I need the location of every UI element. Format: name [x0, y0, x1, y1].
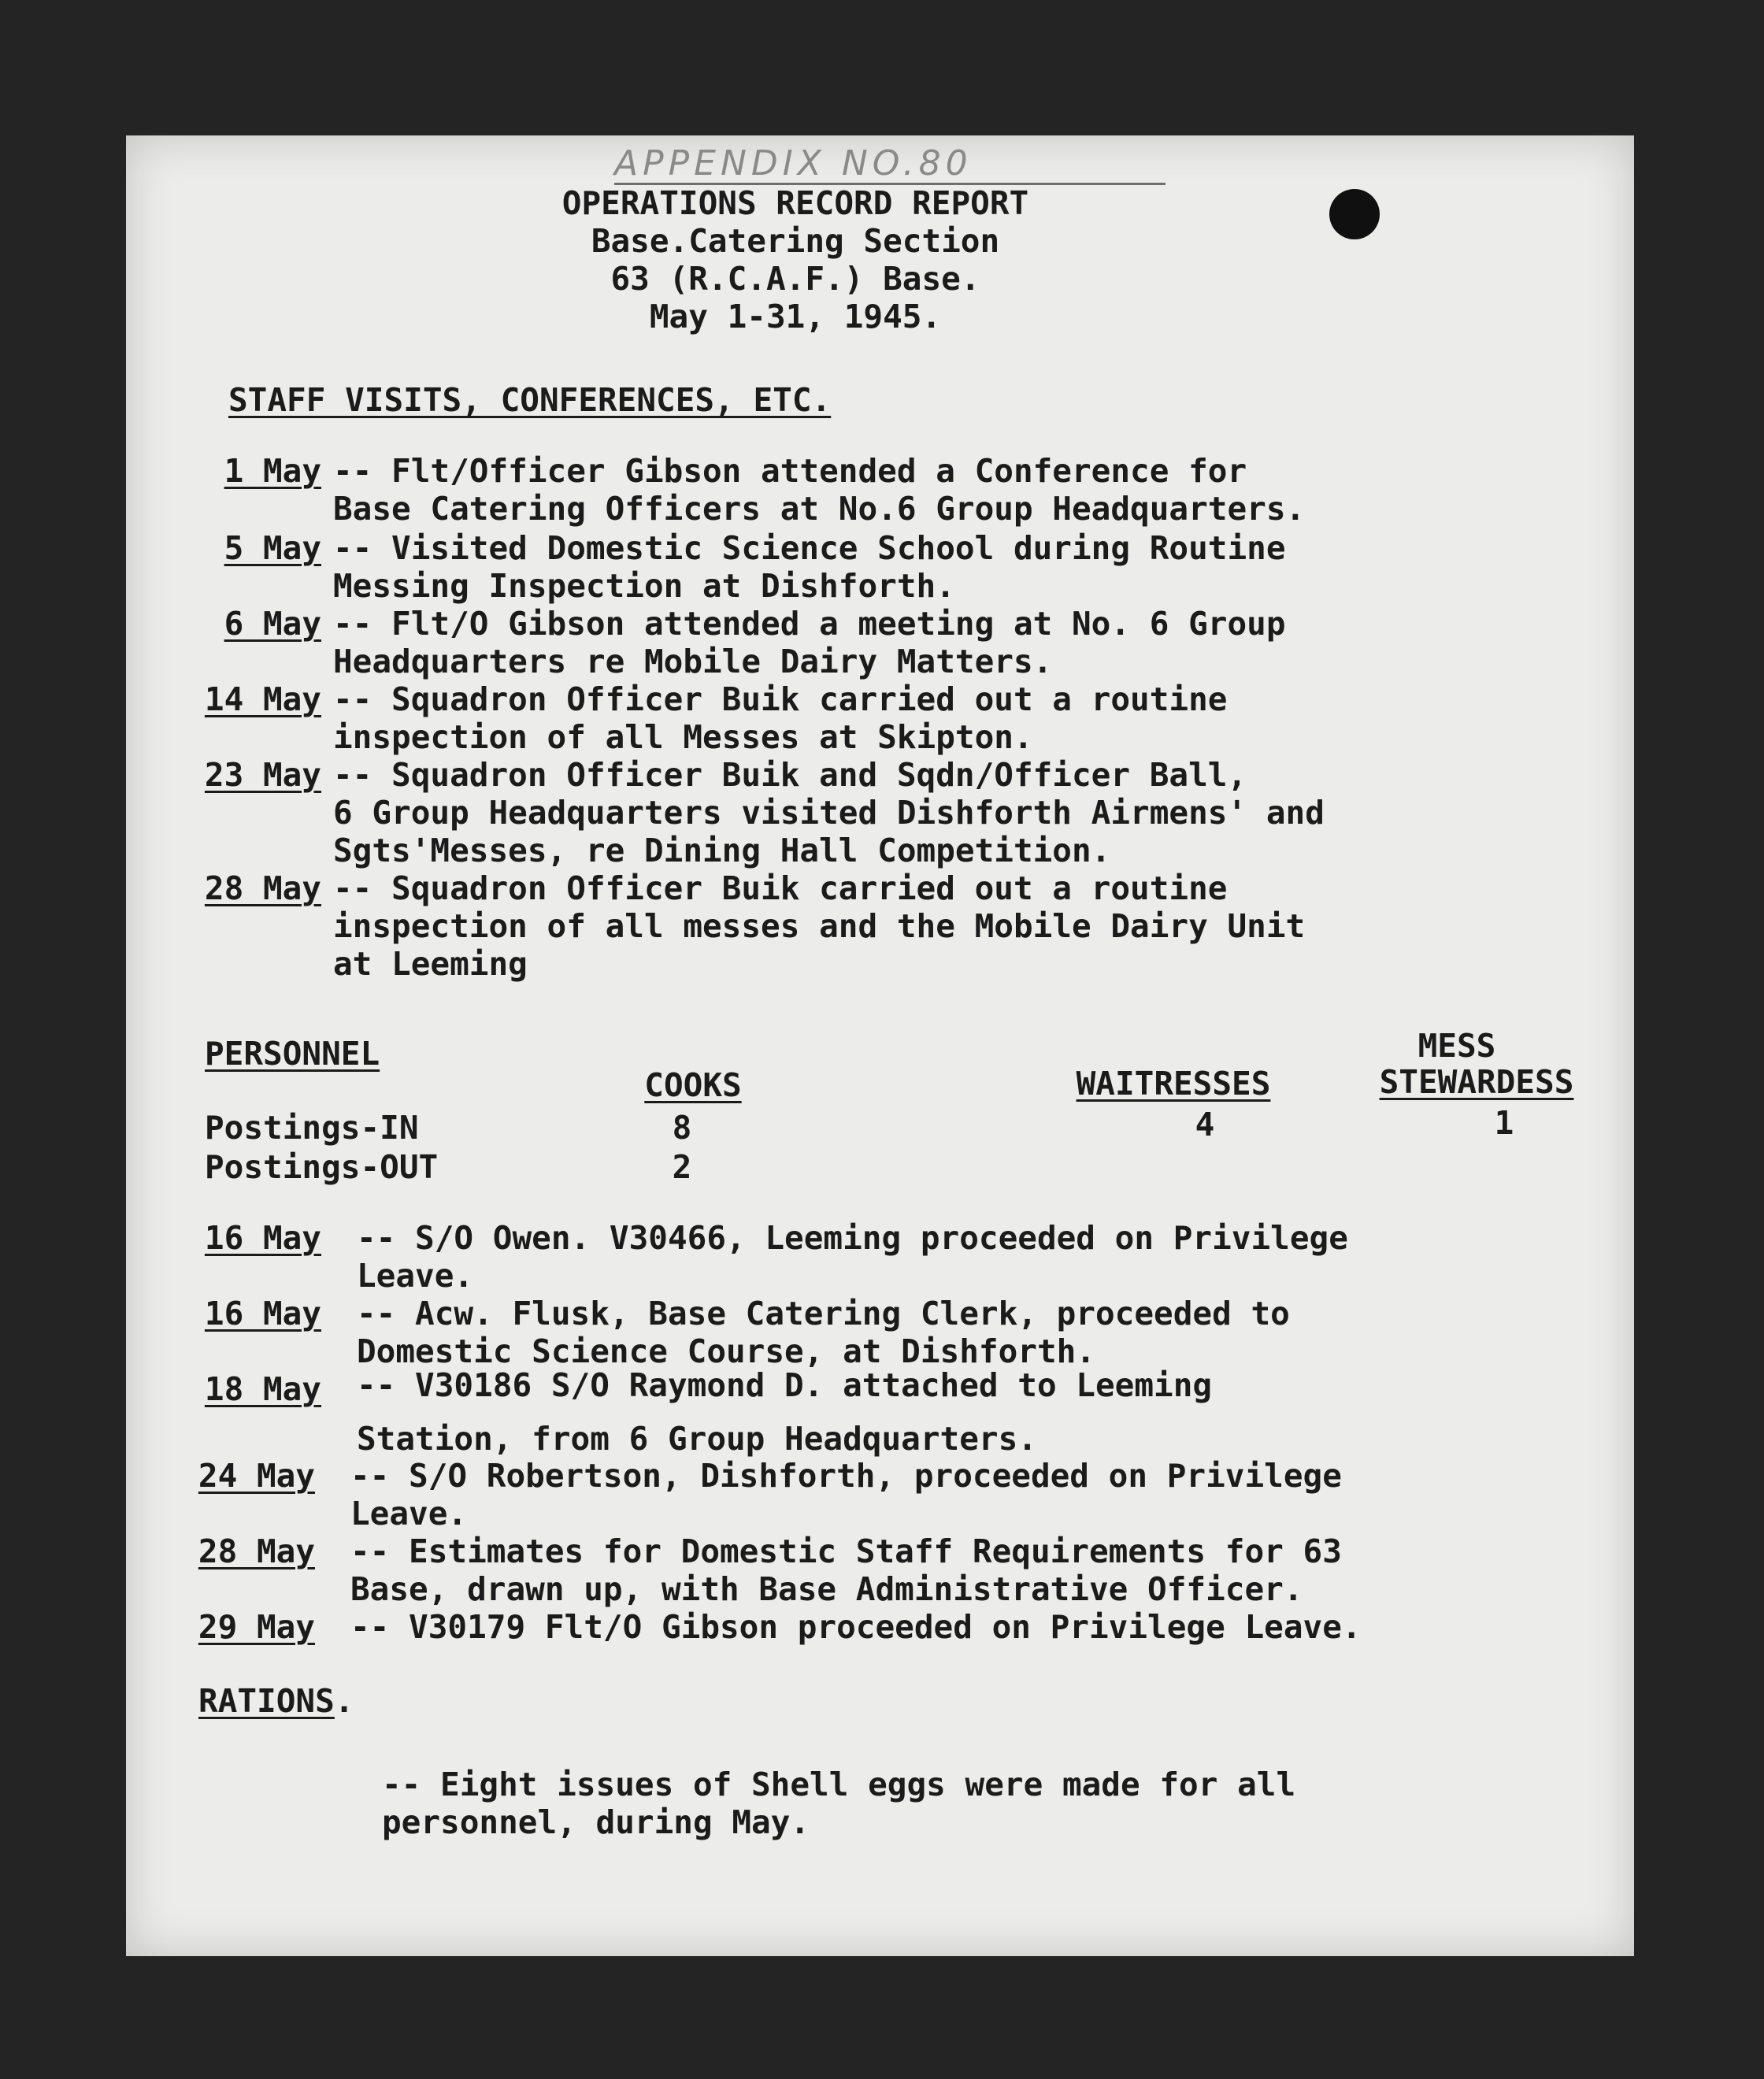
- entry-line: Base, drawn up, with Base Administrative Officer.: [350, 1570, 1303, 1608]
- entry-text: [333, 529, 1286, 605]
- rations-heading: RATIONS: [198, 1682, 335, 1720]
- postings-in-cooks: 8: [672, 1109, 692, 1147]
- entry-date: 14 May: [204, 680, 321, 718]
- rations-text: [382, 1766, 1295, 1841]
- personnel-heading: PERSONNEL: [205, 1035, 380, 1073]
- postings-out-label: Postings-OUT: [205, 1148, 439, 1186]
- entry-line: Headquarters re Mobile Dairy Matters.: [333, 643, 1053, 680]
- document-page: [126, 135, 1634, 1956]
- staff-visits-heading: STAFF VISITS, CONFERENCES, ETC.: [228, 381, 832, 419]
- stewardess-column-header: STEWARDESS: [1379, 1063, 1574, 1101]
- entry-text: [333, 869, 1305, 983]
- entry-date: 28 May: [204, 869, 321, 907]
- header-base: 63 (R.C.A.F.) Base.: [610, 260, 980, 298]
- entry-date: 6 May: [224, 605, 321, 643]
- postings-in-waitresses: 4: [1195, 1106, 1215, 1143]
- postings-in-stewardess: 1: [1494, 1104, 1514, 1142]
- postings-out-cooks: 2: [672, 1148, 692, 1186]
- entry-line: -- S/O Owen. V30466, Leeming proceeded on Privilege: [357, 1219, 1348, 1257]
- header-section: Base.Catering Section: [591, 222, 1000, 260]
- entry-line: -- Squadron Officer Buik and Sqdn/Officer Ball,: [333, 756, 1247, 794]
- entry-text: [333, 605, 1286, 680]
- entry-line: inspection of all messes and the Mobile Dairy Unit: [333, 907, 1306, 945]
- rations-heading-wrap: [198, 1682, 354, 1720]
- entry-line: Leave.: [357, 1257, 474, 1295]
- rations-heading-punct: .: [334, 1682, 354, 1720]
- entry-line: Domestic Science Course, at Dishforth.: [357, 1332, 1095, 1370]
- cooks-column-header: COOKS: [644, 1066, 742, 1104]
- entry-line: -- Squadron Officer Buik carried out a routine: [333, 869, 1228, 907]
- entry-line: -- Squadron Officer Buik carried out a routine: [333, 680, 1228, 718]
- mess-column-header: MESS: [1418, 1027, 1496, 1065]
- entry-text: [333, 680, 1227, 756]
- entry-line: Sgts'Messes, re Dining Hall Competition.: [333, 832, 1111, 869]
- document-body: [126, 135, 1634, 1956]
- entry-line: -- Visited Domestic Science School during Routine: [333, 529, 1286, 567]
- entry-line: 6 Group Headquarters visited Dishforth Airmens' and: [333, 794, 1325, 832]
- entry-date: 29 May: [198, 1608, 315, 1646]
- entry-date: 16 May: [204, 1295, 321, 1332]
- entry-line: -- V30179 Flt/O Gibson proceeded on Privilege Leave.: [350, 1608, 1362, 1646]
- entry-line: -- S/O Robertson, Dishforth, proceeded on Privilege: [350, 1457, 1342, 1495]
- entry-line: Station, from 6 Group Headquarters.: [357, 1420, 1037, 1458]
- entry-text: [333, 452, 1305, 528]
- waitresses-column-header: WAITRESSES: [1076, 1065, 1271, 1102]
- entry-line: Leave.: [350, 1495, 468, 1532]
- appendix-handwritten-note: APPENDIX NO.80: [614, 145, 1166, 185]
- entry-line: -- V30186 S/O Raymond D. attached to Leeming: [357, 1366, 1213, 1404]
- entry-text: [357, 1219, 1348, 1295]
- entry-date: 28 May: [198, 1532, 315, 1570]
- punch-hole: [1329, 189, 1380, 239]
- entry-text: [350, 1457, 1342, 1532]
- entry-text: [357, 1295, 1290, 1370]
- entry-date: 24 May: [198, 1457, 315, 1495]
- entry-line: -- Flt/Officer Gibson attended a Conference for: [333, 452, 1247, 490]
- entry-line: Base Catering Officers at No.6 Group Headquarters.: [333, 490, 1306, 528]
- entry-text: [350, 1532, 1342, 1608]
- entry-line: inspection of all Messes at Skipton.: [333, 718, 1033, 756]
- rations-line: personnel, during May.: [382, 1803, 810, 1841]
- entry-date: 23 May: [204, 756, 321, 794]
- entry-text: [357, 1366, 1213, 1458]
- entry-date: 16 May: [204, 1219, 321, 1257]
- entry-date: 1 May: [224, 452, 321, 490]
- entry-date: 18 May: [204, 1370, 321, 1408]
- entry-line: -- Acw. Flusk, Base Catering Clerk, proceeded to: [357, 1295, 1290, 1332]
- postings-in-label: Postings-IN: [205, 1109, 419, 1147]
- entry-line: Messing Inspection at Dishforth.: [333, 567, 955, 605]
- header-title: OPERATIONS RECORD REPORT: [561, 184, 1029, 222]
- entry-text: [333, 756, 1325, 869]
- report-header: [441, 184, 1150, 335]
- entry-date: 5 May: [224, 529, 321, 567]
- header-period: May 1-31, 1945.: [649, 298, 942, 335]
- entry-line: at Leeming: [333, 945, 528, 983]
- staff-visit-entry: [164, 869, 1306, 1021]
- rations-line: -- Eight issues of Shell eggs were made for all: [382, 1766, 1296, 1803]
- entry-line: -- Estimates for Domestic Staff Requirements for 63: [350, 1532, 1342, 1570]
- entry-line: -- Flt/O Gibson attended a meeting at No. 6 Group: [333, 605, 1286, 643]
- entry-text: [350, 1608, 1362, 1646]
